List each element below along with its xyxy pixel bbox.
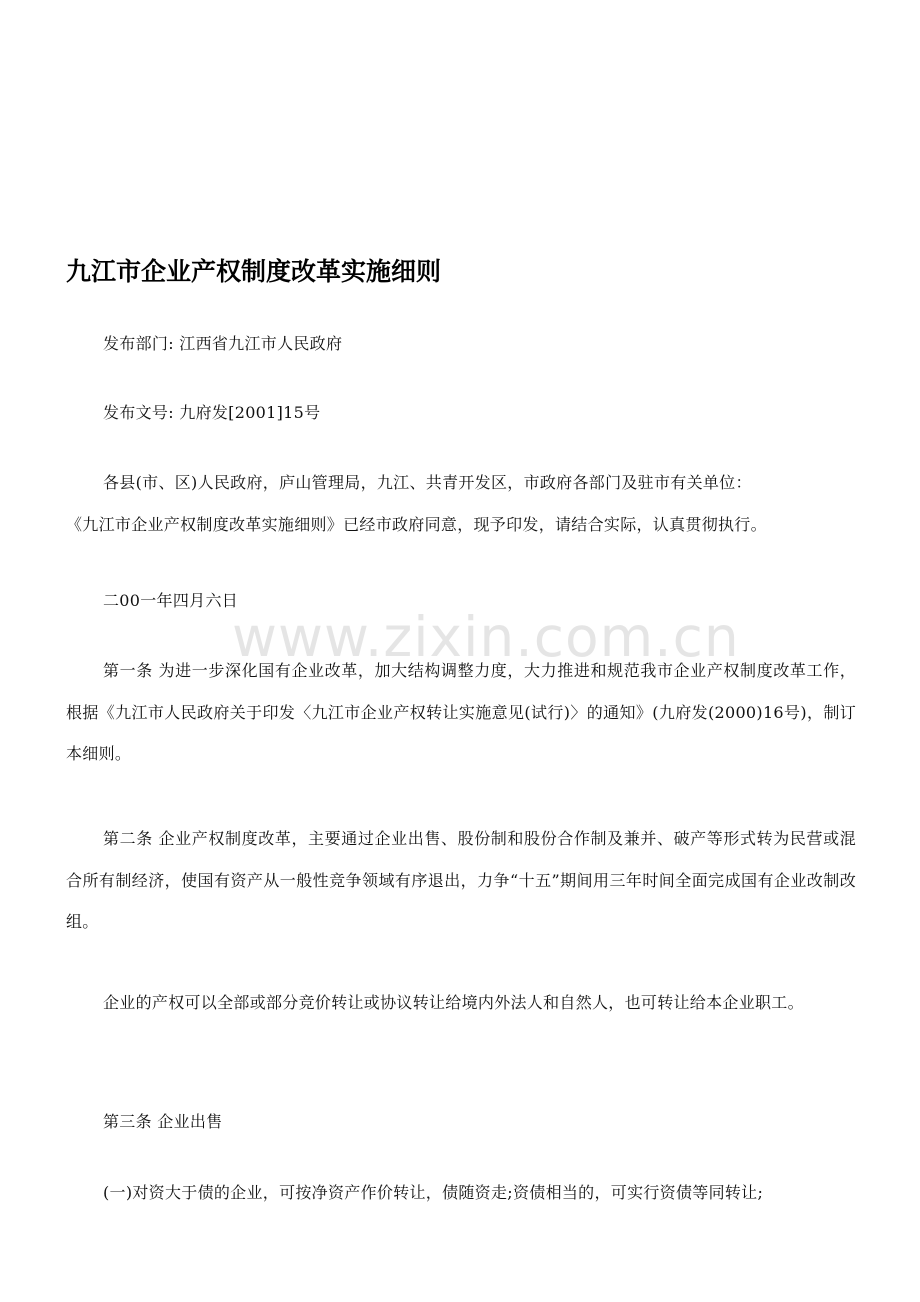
article-2: 第二条 企业产权制度改革，主要通过企业出售、股份制和股份合作制及兼并、破产等形式转为民营或混合所有制经济，使国有资产从一般性竞争领域有序退出，力争“十五”期间用三年时间全面完成国有企业改制改组。: [66, 829, 856, 931]
watermark-text: www.zixin.com.cn: [232, 605, 740, 669]
article-2-paragraph-2: 企业的产权可以全部或部分竞价转让或协议转让给境内外法人和自然人，也可转让给本企业职工。: [103, 993, 804, 1012]
doc-number-line: 发布文号: 九府发[2001]15号: [103, 403, 321, 422]
article-3-item-1: (一)对资大于债的企业，可按净资产作价转让，债随资走;资债相当的，可实行资债等同转让;: [103, 1183, 764, 1202]
article-1: 第一条 为进一步深化国有企业改革，加大结构调整力度，大力推进和规范我市企业产权制度改革工作，根据《九江市人民政府关于印发〈九江市企业产权转让实施意见(试行)〉的通知》(九府发(2000)16号)，制订本细则。: [66, 661, 856, 763]
addressee-paragraph: 各县(市、区)人民政府，庐山管理局，九江、共青开发区，市政府各部门及驻市有关单位：: [103, 473, 752, 492]
issuer-line: 发布部门: 江西省九江市人民政府: [103, 334, 343, 353]
date-line: 二00一年四月六日: [103, 591, 239, 610]
notice-paragraph: 《九江市企业产权制度改革实施细则》已经市政府同意，现予印发，请结合实际，认真贯彻执行。: [66, 515, 767, 534]
document-title: 九江市企业产权制度改革实施细则: [66, 257, 442, 286]
article-3-heading: 第三条 企业出售: [103, 1112, 223, 1131]
